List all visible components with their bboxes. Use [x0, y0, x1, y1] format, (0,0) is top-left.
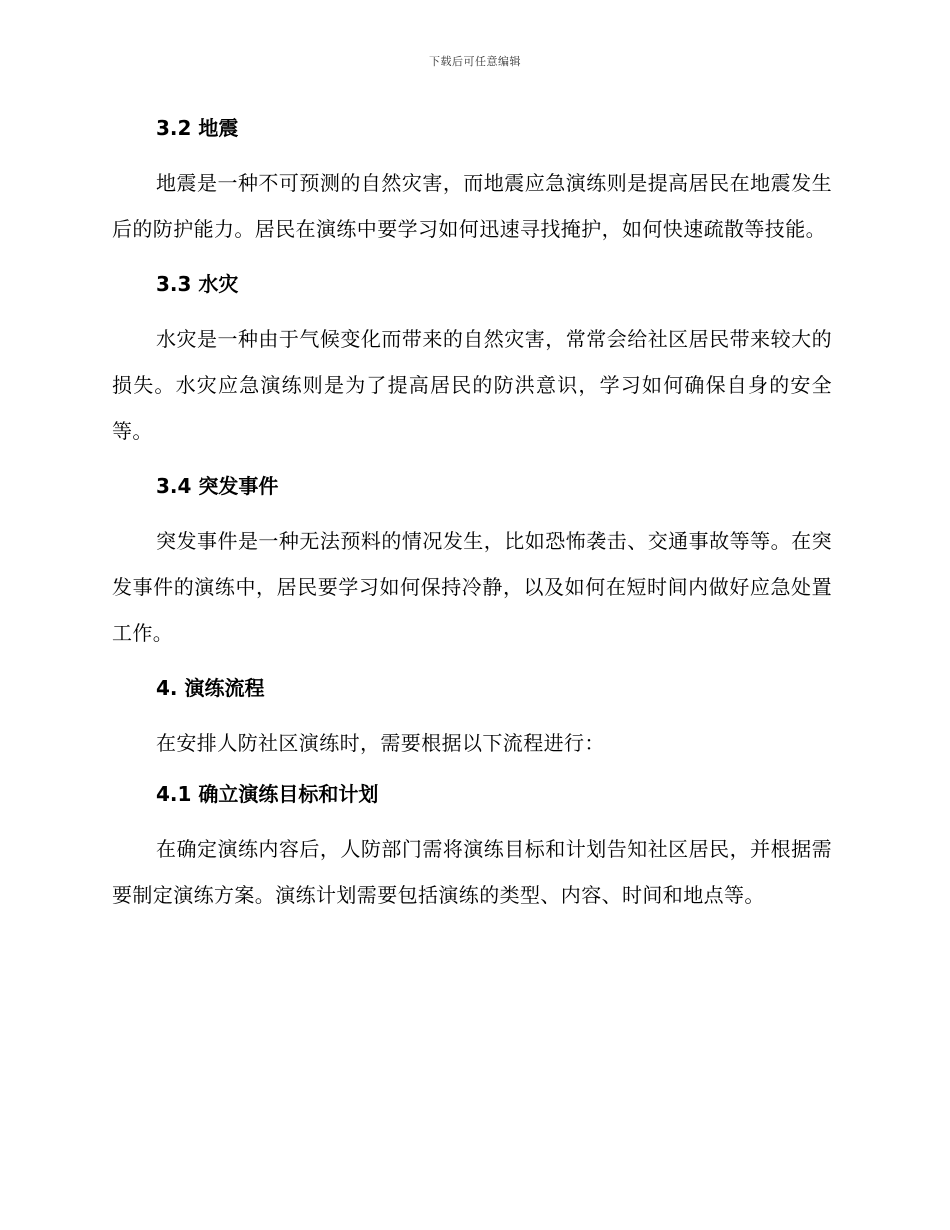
- section-heading-earthquake: 3.2 地震: [156, 116, 239, 140]
- section-body-goals-plan: 在确定演练内容后，人防部门需将演练目标和计划告知社区居民，并根据需要制定演练方案。演练计划需要包括演练的类型、内容、时间和地点等。: [112, 837, 832, 907]
- section-body-earthquake: 地震是一种不可预测的自然灾害，而地震应急演练则是提高居民在地震发生后的防护能力。居民在演练中要学习如何迅速寻找掩护，如何快速疏散等技能。: [112, 171, 832, 241]
- document-body: [112, 108, 832, 930]
- section-body-emergency: 突发事件是一种无法预料的情况发生，比如恐怖袭击、交通事故等等。在突发事件的演练中，居民要学习如何保持冷静，以及如何在短时间内做好应急处置工作。: [112, 529, 832, 645]
- section-body-drill-process: 在安排人防社区演练时，需要根据以下流程进行：: [156, 731, 605, 755]
- section-heading-flood: 3.3 水灾: [156, 272, 239, 296]
- section-body-flood: 水灾是一种由于气候变化而带来的自然灾害，常常会给社区居民带来较大的损失。水灾应急演练则是为了提高居民的防洪意识，学习如何确保自身的安全等。: [112, 327, 832, 443]
- section-heading-drill-process: 4. 演练流程: [156, 676, 265, 700]
- section-heading-emergency: 3.4 突发事件: [156, 474, 279, 498]
- page-header: 下载后可任意编辑: [429, 55, 521, 68]
- section-heading-goals-plan: 4.1 确立演练目标和计划: [156, 782, 379, 806]
